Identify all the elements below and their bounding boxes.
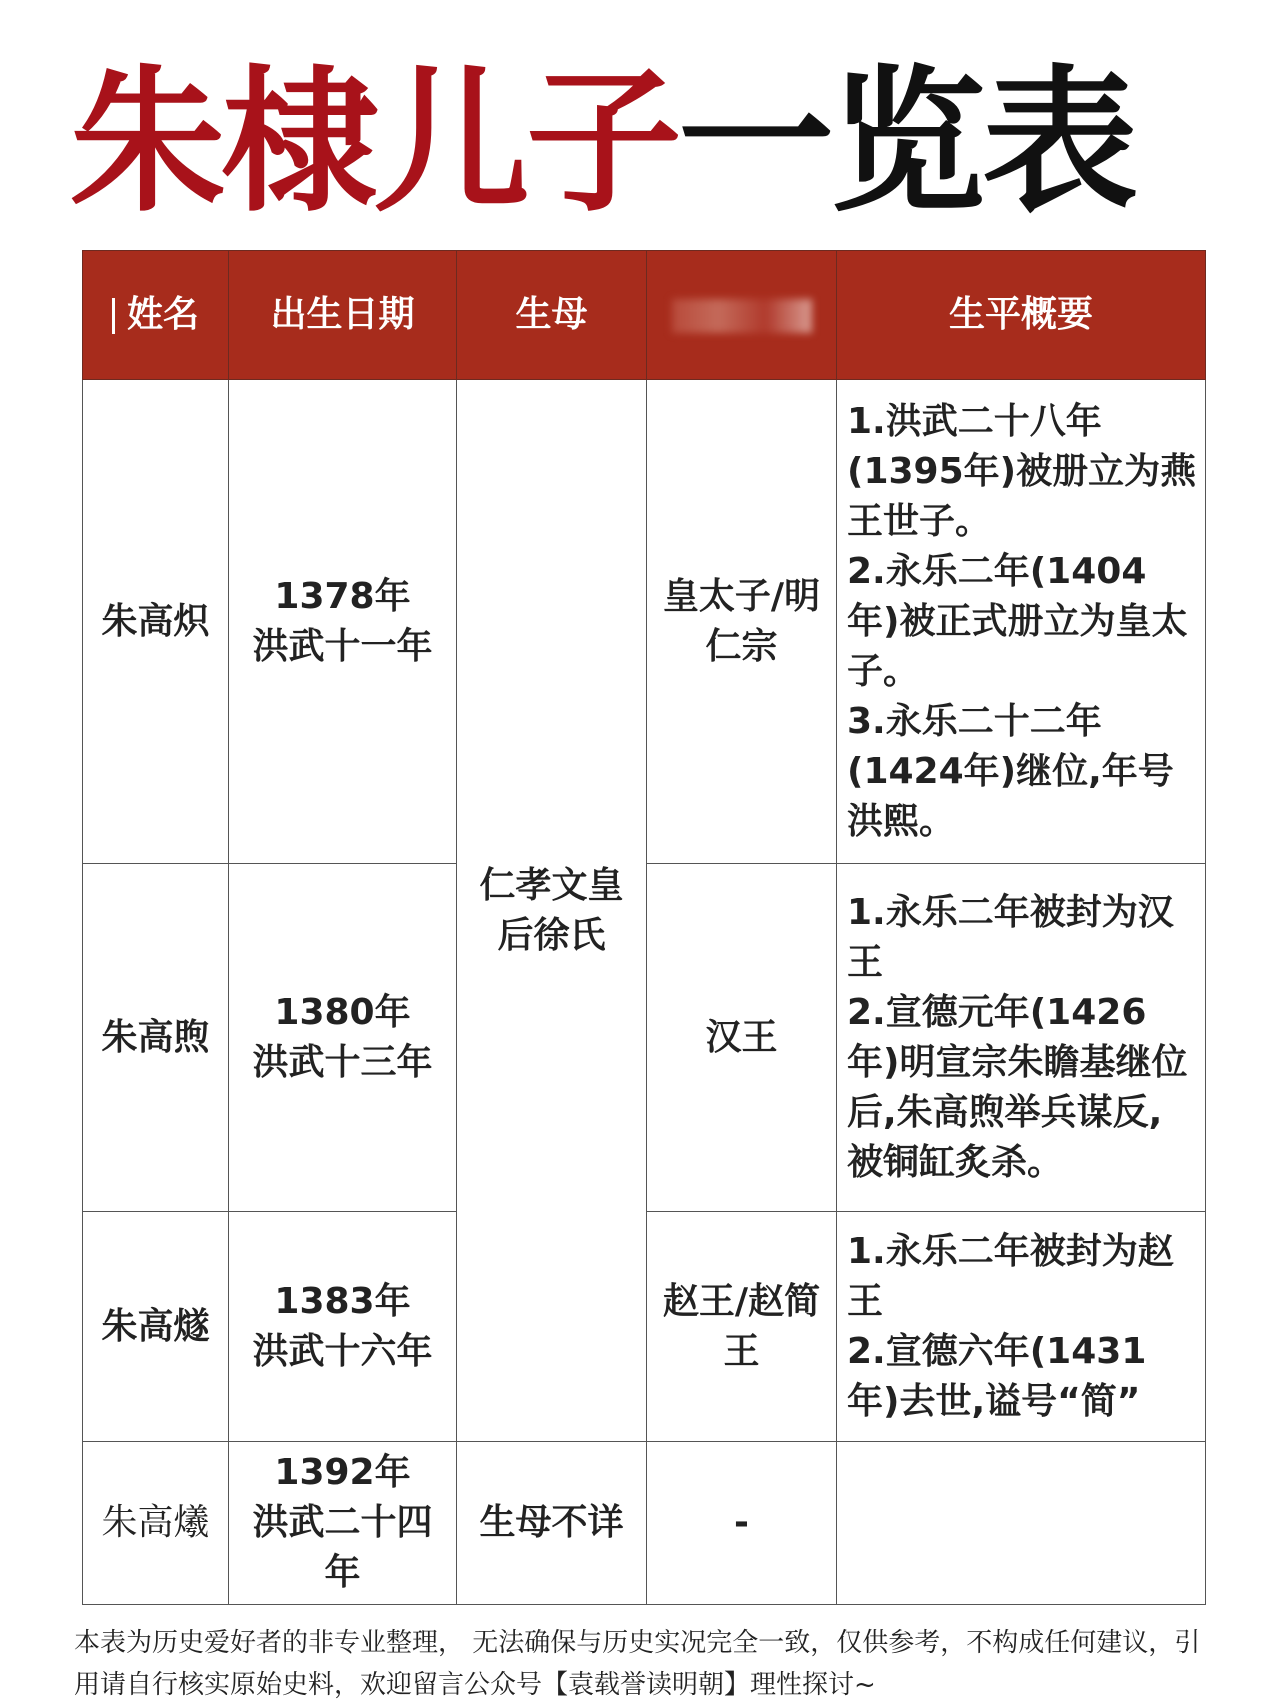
header-name bbox=[83, 251, 229, 380]
header-birth-date: 出生日期 bbox=[229, 251, 457, 380]
birth-date bbox=[229, 864, 457, 1212]
son-name: 朱高煦 bbox=[83, 864, 229, 1212]
birth-year: 1392年 bbox=[274, 1452, 411, 1493]
son-title: 皇太子/明仁宗 bbox=[647, 380, 837, 864]
title-red: 朱棣儿子 bbox=[70, 50, 678, 233]
table-row bbox=[83, 380, 1206, 864]
birth-date bbox=[229, 1442, 457, 1605]
header-name-label: 姓名 bbox=[126, 294, 199, 335]
header-mother: 生母 bbox=[457, 251, 647, 380]
birth-era: 洪武十六年 bbox=[252, 1330, 433, 1372]
summary bbox=[837, 1212, 1206, 1442]
son-title: 汉王 bbox=[647, 864, 837, 1212]
birth-era: 洪武二十四年 bbox=[252, 1502, 433, 1593]
summary bbox=[837, 864, 1206, 1212]
birth-year: 1380年 bbox=[274, 991, 411, 1033]
blurred-text bbox=[672, 299, 812, 333]
birth-year: 1378年 bbox=[274, 575, 411, 617]
disclaimer: 本表为历史爱好者的非专业整理， 无法确保与历史实况完全一致，仅供参考，不构成任何建议，引用请自行核实原始史料，欢迎留言公众号【袁载誉读明朝】理性探讨~ bbox=[74, 1628, 1201, 1700]
son-name: 朱高燧 bbox=[83, 1212, 229, 1442]
summary-line: 2.永乐二年(1404年)被正式册立为皇太子。 bbox=[847, 550, 1188, 692]
summary-line: 1.永乐二年被封为赵王 bbox=[847, 1230, 1174, 1322]
son-title: - bbox=[647, 1442, 837, 1605]
summary bbox=[837, 1442, 1206, 1605]
birth-era: 洪武十三年 bbox=[252, 1041, 433, 1083]
birth-date bbox=[229, 380, 457, 864]
header-title-blurred bbox=[647, 251, 837, 380]
summary-line: 2.宣德六年(1431年)去世,谥号“简” bbox=[847, 1330, 1147, 1422]
birth-year: 1383年 bbox=[274, 1280, 411, 1322]
sons-table bbox=[82, 250, 1206, 1605]
header-summary: 生平概要 bbox=[837, 251, 1206, 380]
summary-line: 1.洪武二十八年(1395年)被册立为燕王世子。 bbox=[847, 400, 1197, 542]
mother: 仁孝文皇后徐氏 bbox=[457, 380, 647, 1442]
summary-line: 1.永乐二年被封为汉王 bbox=[847, 891, 1174, 983]
summary-line: 2.宣德元年(1426年)明宣宗朱瞻基继位后,朱高煦举兵谋反,被铜缸炙杀。 bbox=[847, 991, 1188, 1183]
son-name: 朱高爔 bbox=[83, 1442, 229, 1605]
summary bbox=[837, 380, 1206, 864]
birth-date bbox=[229, 1212, 457, 1442]
son-name: 朱高炽 bbox=[83, 380, 229, 864]
table-header bbox=[83, 251, 1206, 380]
page-title bbox=[70, 52, 1210, 232]
birth-era: 洪武十一年 bbox=[252, 625, 433, 667]
table-row bbox=[83, 1442, 1206, 1605]
mother: 生母不详 bbox=[457, 1442, 647, 1605]
son-title: 赵王/赵简王 bbox=[647, 1212, 837, 1442]
summary-line: 3.永乐二十二年(1424年)继位,年号洪熙。 bbox=[847, 700, 1174, 842]
title-black: 一览表 bbox=[678, 50, 1134, 233]
